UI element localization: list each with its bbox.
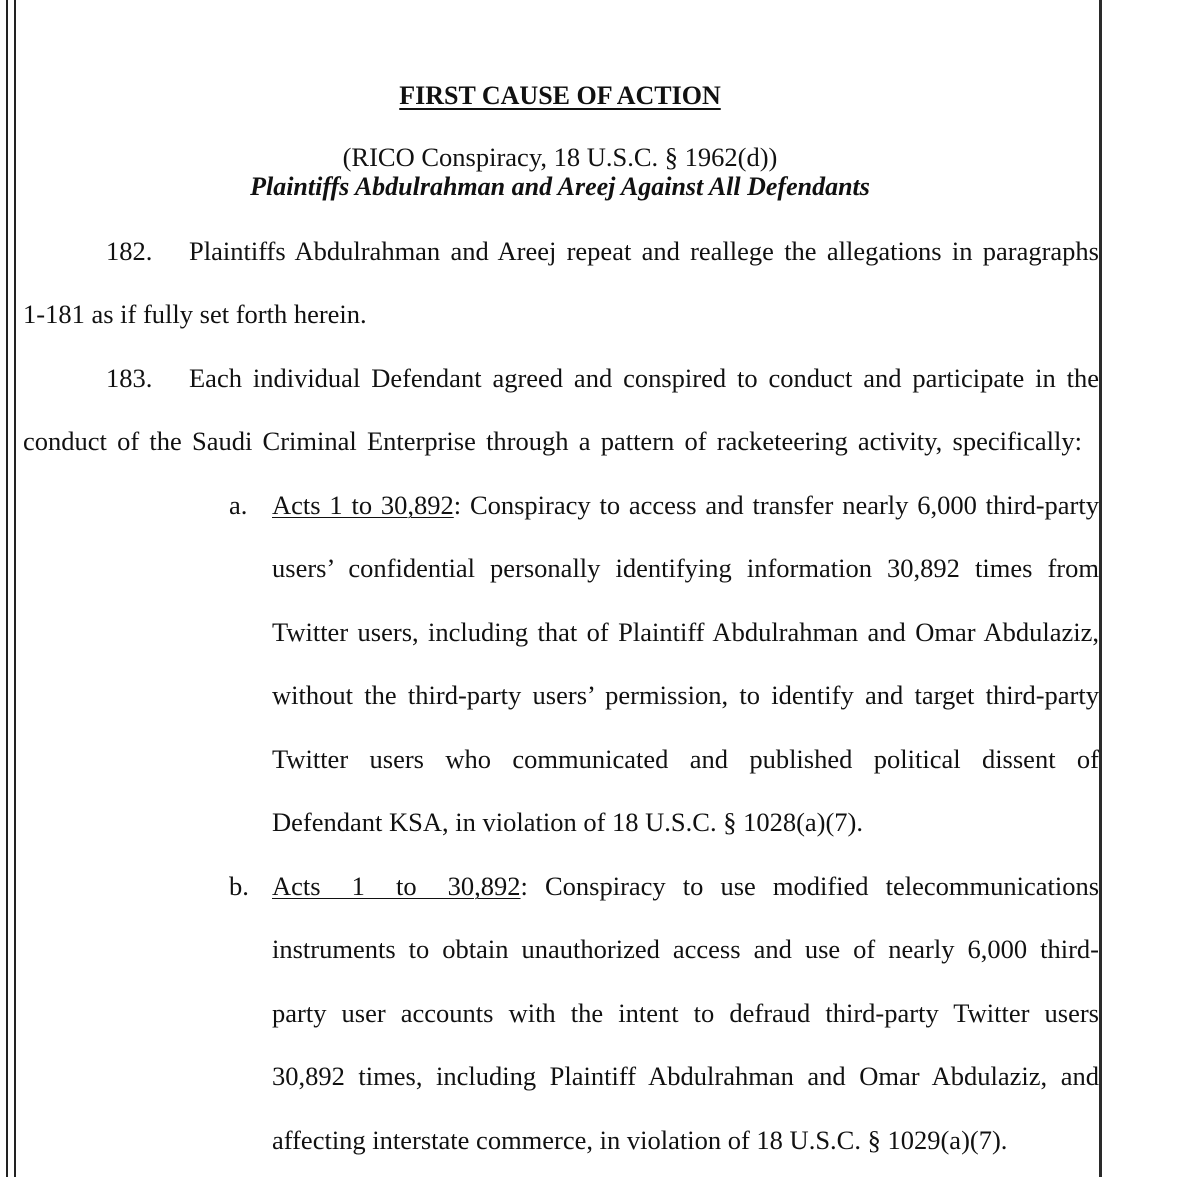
list-item-line: users’ confidential personally identifying information 30,892 times from — [272, 553, 1099, 583]
list-item-line: affecting interstate commerce, in violation of 18 U.S.C. § 1029(a)(7). — [272, 1125, 1008, 1155]
list-item-line: Twitter users who communicated and published political dissent of — [272, 744, 1099, 774]
acts-range-label: Acts 1 to 30,892 — [272, 490, 454, 520]
parties-line: Plaintiffs Abdulrahman and Areej Against All Defendants — [250, 172, 870, 201]
list-item-first-line — [272, 870, 1099, 902]
paragraph-line: conduct of the Saudi Criminal Enterprise through a pattern of racketeering activity, specifically: — [23, 426, 1082, 456]
paragraph-line: Plaintiffs Abdulrahman and Areej repeat and reallege the allegations in paragraphs — [189, 236, 1099, 266]
list-item-line: 30,892 times, including Plaintiff Abdulrahman and Omar Abdulaziz, and — [272, 1061, 1099, 1091]
list-item-text: : Conspiracy to use modified telecommunications — [520, 871, 1100, 901]
paragraph-line: Each individual Defendant agreed and conspired to conduct and participate in the — [189, 363, 1099, 393]
paragraph-number: 182. — [106, 236, 153, 266]
list-item-line: Twitter users, including that of Plaintiff Abdulrahman and Omar Abdulaziz, — [272, 617, 1099, 647]
list-item-text: : Conspiracy to access and transfer nearly 6,000 third-party — [453, 490, 1099, 520]
list-item-line: without the third-party users’ permission, to identify and target third-party — [272, 680, 1099, 710]
acts-range-label: Acts 1 to 30,892 — [272, 871, 521, 901]
paragraph-line: 1-181 as if fully set forth herein. — [23, 299, 367, 329]
list-item-letter: b. — [229, 871, 249, 901]
paragraph-number: 183. — [106, 363, 153, 393]
list-item-letter: a. — [229, 490, 248, 520]
section-subheading: (RICO Conspiracy, 18 U.S.C. § 1962(d)) — [342, 142, 778, 172]
list-item-line: instruments to obtain unauthorized access and use of nearly 6,000 third- — [272, 934, 1099, 964]
list-item-first-line — [272, 489, 1099, 521]
section-heading: FIRST CAUSE OF ACTION — [399, 81, 721, 110]
list-item-line: party user accounts with the intent to defraud third-party Twitter users — [272, 998, 1099, 1028]
list-item-line: Defendant KSA, in violation of 18 U.S.C. § 1028(a)(7). — [272, 807, 864, 837]
